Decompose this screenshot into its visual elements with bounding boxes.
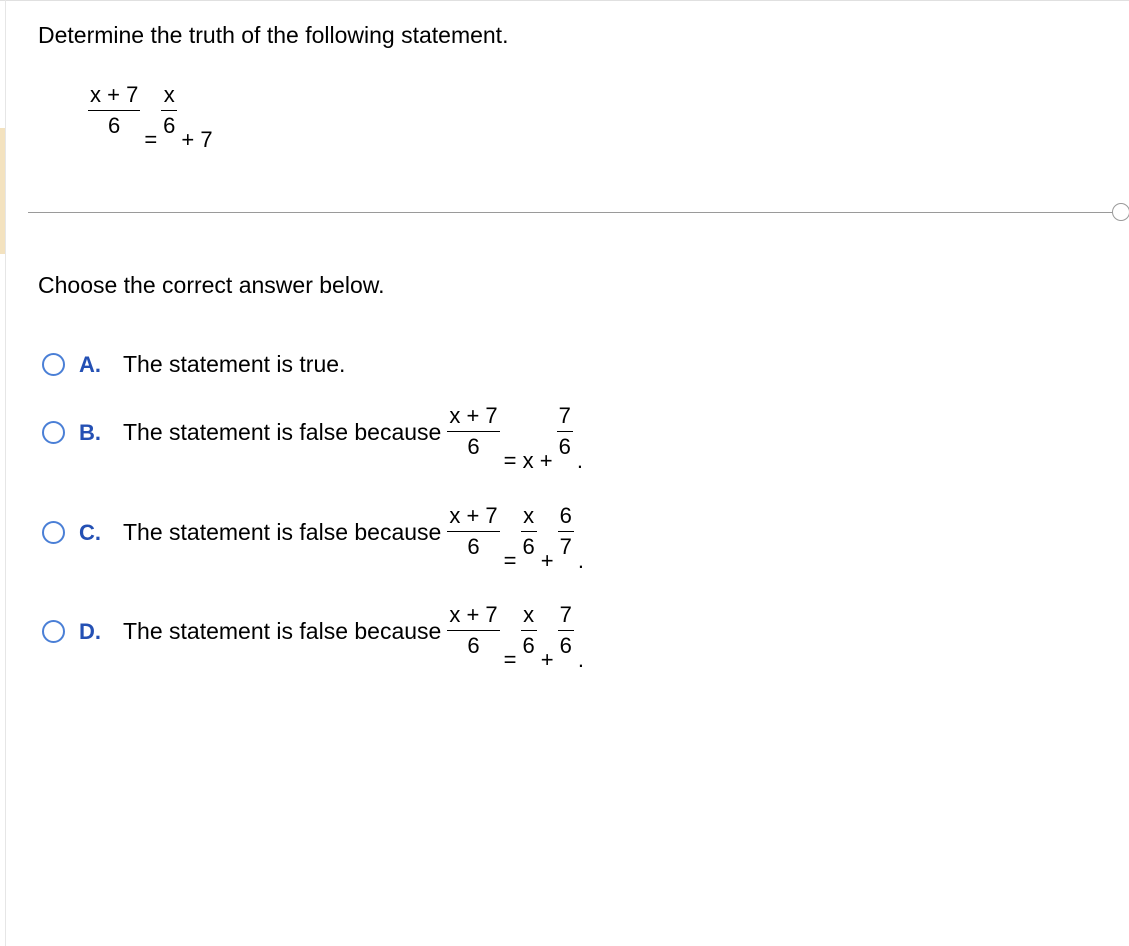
rhs-fraction (558, 505, 574, 558)
option-d-equation (447, 602, 584, 672)
question-title: Determine the truth of the following statement. (38, 22, 509, 48)
fraction-numerator: x + 7 (90, 82, 139, 107)
radio-a[interactable] (42, 353, 65, 376)
lhs-fraction (447, 505, 499, 558)
left-border (5, 0, 6, 946)
fraction-numerator: x + 7 (449, 503, 498, 528)
option-d[interactable] (42, 602, 584, 672)
divider-handle[interactable] (1112, 203, 1129, 221)
fraction-denominator: 6 (521, 531, 537, 558)
option-text: The statement is true. (123, 351, 346, 377)
option-b-equation (447, 403, 583, 473)
fraction-denominator: 6 (558, 630, 574, 657)
fraction-numerator: x (523, 503, 535, 528)
statement-rhs-fraction (161, 84, 177, 137)
fraction-numerator: 7 (558, 403, 571, 428)
fraction-denominator: 6 (521, 630, 537, 657)
fraction-numerator: x (523, 602, 535, 627)
plus-sign: + (540, 548, 554, 573)
lhs-fraction (447, 604, 499, 657)
equals-sign: = (503, 548, 517, 573)
plus-sign: + (540, 647, 554, 672)
rhs-fraction (557, 405, 573, 458)
option-b[interactable] (42, 403, 583, 473)
option-text: The statement is false because (123, 419, 442, 445)
option-letter: D. (79, 618, 101, 644)
option-letter: A. (79, 351, 101, 377)
fraction-numerator: 7 (559, 602, 572, 627)
period: . (577, 548, 584, 573)
left-highlight-bar (0, 128, 5, 254)
middle-fraction (521, 604, 537, 657)
radio-c[interactable] (42, 521, 65, 544)
lhs-fraction (447, 405, 499, 458)
equals-x-plus: = x + (503, 448, 553, 473)
fraction-numerator: x + 7 (449, 403, 498, 428)
option-letter: C. (79, 519, 101, 545)
option-c[interactable] (42, 503, 584, 573)
section-divider (28, 212, 1116, 213)
fraction-denominator: 6 (447, 630, 499, 657)
answer-prompt: Choose the correct answer below. (38, 272, 385, 298)
fraction-denominator: 6 (557, 431, 573, 458)
option-text: The statement is false because (123, 618, 442, 644)
plus-seven: + 7 (181, 127, 213, 152)
radio-b[interactable] (42, 421, 65, 444)
radio-d[interactable] (42, 620, 65, 643)
fraction-numerator: x + 7 (449, 602, 498, 627)
fraction-denominator: 6 (447, 431, 499, 458)
equals-sign: = (144, 127, 158, 152)
option-c-equation (447, 503, 584, 573)
fraction-numerator: x (163, 82, 175, 107)
option-letter: B. (79, 419, 101, 445)
fraction-denominator: 6 (161, 110, 177, 137)
period: . (577, 647, 584, 672)
fraction-denominator: 7 (558, 531, 574, 558)
rhs-fraction (558, 604, 574, 657)
statement-lhs-fraction (88, 84, 140, 137)
middle-fraction (521, 505, 537, 558)
fraction-numerator: 6 (559, 503, 572, 528)
fraction-denominator: 6 (447, 531, 499, 558)
top-border (0, 0, 1129, 1)
option-text: The statement is false because (123, 519, 442, 545)
equals-sign: = (503, 647, 517, 672)
fraction-denominator: 6 (88, 110, 140, 137)
option-a[interactable] (42, 351, 345, 378)
question-statement (88, 82, 217, 152)
period: . (576, 448, 583, 473)
